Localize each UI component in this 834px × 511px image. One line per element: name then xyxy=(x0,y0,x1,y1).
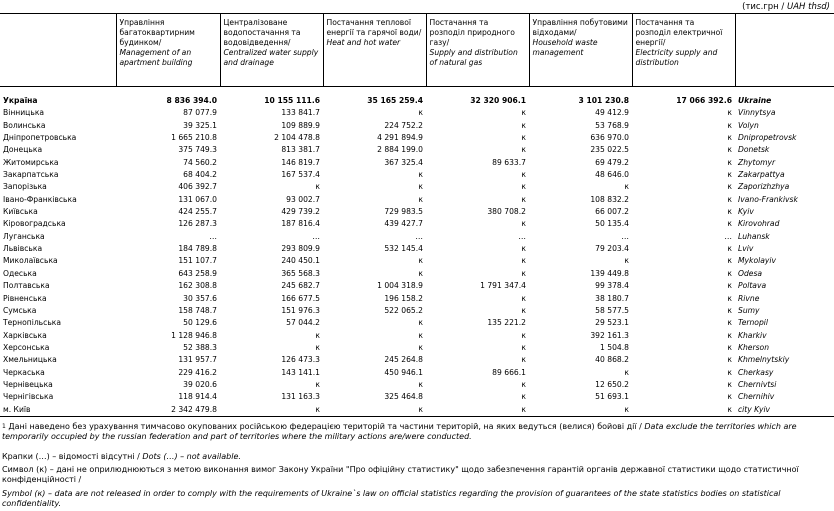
table-row xyxy=(0,157,834,169)
region-name-en: Kirovohrad xyxy=(738,219,780,229)
cell-value: 429 739.2 xyxy=(281,207,320,217)
cell-value: 166 677.5 xyxy=(281,293,320,303)
cell-value: 12 650.2 xyxy=(595,379,629,389)
region-name: Донецька xyxy=(3,145,43,155)
cell-value: 187 816.4 xyxy=(281,219,320,229)
cell-value: к xyxy=(521,182,526,192)
cell-value: 50 129.6 xyxy=(183,318,217,328)
cell-value: 57 044.2 xyxy=(286,318,320,328)
cell-value: 126 287.3 xyxy=(178,219,217,229)
cell-value: 68 404.2 xyxy=(183,170,217,180)
cell-value: к xyxy=(315,330,320,340)
cell-value: 126 473.3 xyxy=(281,355,320,365)
region-name-en: Khmelnytskiy xyxy=(738,355,790,365)
footnote-1-ua: Дані наведено без урахування тимчасово окупованих російською федерацією територій та частини територій, на яких ведуться (велися) бойові дії / xyxy=(8,422,642,431)
cell-value: 424 255.7 xyxy=(178,207,217,217)
unit-label xyxy=(742,2,830,12)
cell-value: к xyxy=(624,256,629,266)
table-row xyxy=(0,231,834,243)
region-name: Кіровоградська xyxy=(3,219,66,229)
region-name: Хмельницька xyxy=(3,355,57,365)
cell-value: к xyxy=(521,244,526,254)
cell-value: к xyxy=(632,404,735,417)
cell-value: 235 022.5 xyxy=(590,145,629,155)
cell-value: 245 264.8 xyxy=(384,355,423,365)
cell-value: 131 067.0 xyxy=(178,194,217,204)
region-name: Львівська xyxy=(3,244,43,254)
region-name: Чернігівська xyxy=(3,392,54,402)
region-name: Сумська xyxy=(3,305,37,315)
cell-value: … xyxy=(518,231,526,241)
cell-value: к xyxy=(727,120,732,130)
footnote-marker: 1 xyxy=(2,423,6,430)
region-name-en: Kharkiv xyxy=(738,330,767,340)
region-name-en: Kyiv xyxy=(738,207,754,217)
cell-value: 151 976.3 xyxy=(281,305,320,315)
cell-value: 1 128 946.8 xyxy=(171,330,217,340)
cell-value: к xyxy=(727,194,732,204)
region-name: Тернопільська xyxy=(3,318,62,328)
table-row xyxy=(0,169,834,181)
cell-value: к xyxy=(727,379,732,389)
region-name: Волинська xyxy=(3,120,46,130)
cell-value: к xyxy=(521,342,526,352)
region-name-en: Dnipropetrovsk xyxy=(738,133,797,143)
region-name-en: Donetsk xyxy=(738,145,770,155)
unit-ua: (тис.грн / xyxy=(742,2,785,12)
table-row xyxy=(0,305,834,317)
cell-value: 51 693.1 xyxy=(595,392,629,402)
cell-value: к xyxy=(624,367,629,377)
table-row-total xyxy=(0,95,834,107)
cell-value: 93 002.7 xyxy=(286,194,320,204)
region-name-en: Lviv xyxy=(738,244,754,254)
table-row xyxy=(0,181,834,193)
cell-value: 158 748.7 xyxy=(178,305,217,315)
cell-value: к xyxy=(418,330,423,340)
cell-value: к xyxy=(426,404,529,417)
region-name: Вінницька xyxy=(3,108,45,118)
region-name: Харківська xyxy=(3,330,47,340)
table-row xyxy=(0,206,834,218)
region-name: Київська xyxy=(3,207,38,217)
header-col-6: Постачання та розподіл електричної енергії/ Electricity supply and distribution xyxy=(632,14,735,87)
table-row xyxy=(0,280,834,292)
cell-value: к xyxy=(727,342,732,352)
cell-value: к xyxy=(727,207,732,217)
cell-value: к xyxy=(521,305,526,315)
table-row xyxy=(0,132,834,144)
cell-value: 392 161.3 xyxy=(590,330,629,340)
cell-value: … xyxy=(724,231,732,241)
cell-value: к xyxy=(727,268,732,278)
region-name: Луганська xyxy=(3,231,45,241)
cell-value: к xyxy=(220,404,323,417)
cell-value: 184 789.8 xyxy=(178,244,217,254)
table-row xyxy=(0,120,834,132)
cell-value: 8 836 394.0 xyxy=(166,96,217,105)
cell-value: к xyxy=(418,342,423,352)
region-name-en: Ternopil xyxy=(738,318,768,328)
cell-value: к xyxy=(521,268,526,278)
cell-value: … xyxy=(209,231,217,241)
region-name-en: Ivano-Frankivsk xyxy=(738,194,798,204)
cell-value: к xyxy=(727,281,732,291)
region-name-en: Ukraine xyxy=(738,96,772,105)
cell-value: 133 841.7 xyxy=(281,108,320,118)
cell-value: к xyxy=(418,170,423,180)
cell-value: 89 633.7 xyxy=(492,157,526,167)
cell-value: 38 180.7 xyxy=(595,293,629,303)
cell-value: 58 577.5 xyxy=(595,305,629,315)
cell-value: 50 135.4 xyxy=(595,219,629,229)
footnote-1 xyxy=(2,422,832,442)
table-row xyxy=(0,107,834,119)
cell-value: 49 412.9 xyxy=(595,108,629,118)
cell-value: 139 449.8 xyxy=(590,268,629,278)
cell-value: к xyxy=(521,392,526,402)
cell-value: к xyxy=(315,182,320,192)
region-name-en: Rivne xyxy=(738,293,760,303)
cell-value: 10 155 111.6 xyxy=(264,96,320,105)
cell-value: к xyxy=(624,182,629,192)
table-row xyxy=(0,268,834,280)
cell-value: 2 342 479.8 xyxy=(116,404,220,417)
cell-value: 17 066 392.6 xyxy=(676,96,732,105)
region-name-en: Mykolayiv xyxy=(738,256,776,266)
cell-value: 1 504.8 xyxy=(600,342,629,352)
cell-value: к xyxy=(529,404,632,417)
cell-value: 293 809.9 xyxy=(281,244,320,254)
footnote-1-en: Data exclude the territories which are temporarily occupied by the russian federation and part of territories where the military actions are/were conducted. xyxy=(2,422,797,441)
table-row xyxy=(0,255,834,267)
cell-value: к xyxy=(521,133,526,143)
cell-value: 406 392.7 xyxy=(178,182,217,192)
cell-value: 196 158.2 xyxy=(384,293,423,303)
cell-value: … xyxy=(312,231,320,241)
region-name-en: Kherson xyxy=(738,342,770,352)
cell-value: 40 868.2 xyxy=(595,355,629,365)
cell-value: 450 946.1 xyxy=(384,367,423,377)
cell-value: 69 479.2 xyxy=(595,157,629,167)
cell-value: 143 141.1 xyxy=(281,367,320,377)
footnote-symbol-en: Symbol (к) – data are not released in order to comply with the requirements of Ukraine`s law on official statistics regarding the provision of guarantees of the state statistics bodies on statistical confidentiality. xyxy=(2,489,781,508)
cell-value: 108 832.2 xyxy=(590,194,629,204)
cell-value: к xyxy=(727,157,732,167)
cell-value: 52 388.3 xyxy=(183,342,217,352)
cell-value: 39 325.1 xyxy=(183,120,217,130)
cell-value: к xyxy=(727,318,732,328)
cell-value: к xyxy=(418,268,423,278)
region-name: Житомирська xyxy=(3,157,59,167)
cell-value: 99 378.4 xyxy=(595,281,629,291)
cell-value: 245 682.7 xyxy=(281,281,320,291)
cell-value: к xyxy=(727,330,732,340)
region-name: Миколаївська xyxy=(3,256,58,266)
cell-value: 79 203.4 xyxy=(595,244,629,254)
cell-value: к xyxy=(521,170,526,180)
cell-value: 1 665 210.8 xyxy=(171,133,217,143)
cell-value: 32 320 906.1 xyxy=(470,96,526,105)
table-header-row xyxy=(0,14,834,87)
table-row xyxy=(0,404,834,417)
header-col-2: Централізоване водопостачання та водовідведення/ Centralized water supply and drainage xyxy=(220,14,323,87)
cell-value: к xyxy=(521,120,526,130)
cell-value: к xyxy=(727,108,732,118)
region-name: Херсонська xyxy=(3,342,50,352)
cell-value: 131 957.7 xyxy=(178,355,217,365)
cell-value: 118 914.4 xyxy=(178,392,217,402)
cell-value: 643 258.9 xyxy=(178,268,217,278)
cell-value: к xyxy=(418,182,423,192)
table-row xyxy=(0,144,834,156)
cell-value: к xyxy=(418,194,423,204)
statistics-table xyxy=(0,13,834,417)
region-name-en: Chernivtsi xyxy=(738,379,777,389)
cell-value: к xyxy=(315,342,320,352)
cell-value: к xyxy=(323,404,426,417)
cell-value: к xyxy=(521,219,526,229)
header-region-en xyxy=(735,14,834,87)
cell-value: к xyxy=(418,108,423,118)
cell-value: 151 107.7 xyxy=(178,256,217,266)
cell-value: 146 819.7 xyxy=(281,157,320,167)
region-name-en: Sumy xyxy=(738,305,760,315)
cell-value: к xyxy=(727,219,732,229)
cell-value: к xyxy=(727,256,732,266)
cell-value: к xyxy=(727,305,732,315)
region-name-en: Chernihiv xyxy=(738,392,775,402)
cell-value: 532 145.4 xyxy=(384,244,423,254)
cell-value: к xyxy=(727,145,732,155)
cell-value: 131 163.3 xyxy=(281,392,320,402)
region-name: Чернівецька xyxy=(3,379,53,389)
region-name: м. Київ xyxy=(0,404,116,417)
cell-value: к xyxy=(521,293,526,303)
cell-value: к xyxy=(727,355,732,365)
region-name-en: Poltava xyxy=(738,281,767,291)
table-row xyxy=(0,218,834,230)
cell-value: к xyxy=(418,379,423,389)
cell-value: к xyxy=(727,244,732,254)
header-col-3: Постачання теплової енергії та гарячої води/ Heat and hot water xyxy=(323,14,426,87)
region-name: Дніпропетровська xyxy=(3,133,77,143)
cell-value: … xyxy=(415,231,423,241)
cell-value: 439 427.7 xyxy=(384,219,423,229)
cell-value: 2 104 478.8 xyxy=(274,133,320,143)
cell-value: 522 065.2 xyxy=(384,305,423,315)
cell-value: 4 291 894.9 xyxy=(377,133,423,143)
cell-value: 89 666.1 xyxy=(492,367,526,377)
table-row xyxy=(0,367,834,379)
region-name-en: Volyn xyxy=(738,120,759,130)
table-row xyxy=(0,194,834,206)
cell-value: 1 791 347.4 xyxy=(480,281,526,291)
cell-value: 367 325.4 xyxy=(384,157,423,167)
region-name: Запорізька xyxy=(3,182,47,192)
cell-value: к xyxy=(418,256,423,266)
cell-value: 167 537.4 xyxy=(281,170,320,180)
header-region xyxy=(0,14,116,87)
cell-value: 162 308.8 xyxy=(178,281,217,291)
header-col-5: Управління побутовими відходами/ Household waste management xyxy=(529,14,632,87)
header-col-1: Управління багатоквартирним будинком/ Management of an apartment building xyxy=(116,14,220,87)
cell-value: 729 983.5 xyxy=(384,207,423,217)
region-name-en: Odesa xyxy=(738,268,763,278)
cell-value: 2 884 199.0 xyxy=(377,145,423,155)
region-name: Рівненська xyxy=(3,293,47,303)
cell-value: к xyxy=(727,133,732,143)
table-row xyxy=(0,243,834,255)
table-row xyxy=(0,391,834,403)
footnote-dots-en: Dots (…) – not available. xyxy=(142,452,241,461)
header-col-4: Постачання та розподіл природного газу/ Supply and distribution of natural gas xyxy=(426,14,529,87)
cell-value: 53 768.9 xyxy=(595,120,629,130)
cell-value: 3 101 230.8 xyxy=(578,96,629,105)
region-name: Одеська xyxy=(3,268,37,278)
region-name: Закарпатська xyxy=(3,170,59,180)
cell-value: 325 464.8 xyxy=(384,392,423,402)
footnote-dots-ua: Крапки (…) – відомості відсутні / xyxy=(2,452,140,461)
cell-value: к xyxy=(521,355,526,365)
cell-value: 229 416.2 xyxy=(178,367,217,377)
table-row xyxy=(0,293,834,305)
cell-value: 135 221.2 xyxy=(487,318,526,328)
table-row xyxy=(0,342,834,354)
cell-value: 74 560.2 xyxy=(183,157,217,167)
region-name: Черкаська xyxy=(3,367,45,377)
cell-value: к xyxy=(521,330,526,340)
cell-value: 87 077.9 xyxy=(183,108,217,118)
unit-en: UAH thsd) xyxy=(787,2,830,12)
region-name: Україна xyxy=(3,96,38,105)
table-row xyxy=(0,354,834,366)
table-row xyxy=(0,317,834,329)
cell-value: к xyxy=(521,379,526,389)
region-name-en: Zakarpattya xyxy=(738,170,785,180)
region-name: Івано-Франківська xyxy=(3,194,77,204)
cell-value: к xyxy=(315,379,320,389)
cell-value: к xyxy=(727,182,732,192)
cell-value: к xyxy=(521,108,526,118)
cell-value: к xyxy=(521,145,526,155)
table-row xyxy=(0,379,834,391)
region-name-en: Zaporizhzhya xyxy=(738,182,790,192)
region-name-en: Zhytomyr xyxy=(738,157,776,167)
cell-value: 29 523.1 xyxy=(595,318,629,328)
cell-value: к xyxy=(727,367,732,377)
cell-value: 813 381.7 xyxy=(281,145,320,155)
cell-value: к xyxy=(727,293,732,303)
region-name-en: Vinnytsya xyxy=(738,108,776,118)
cell-value: к xyxy=(521,256,526,266)
cell-value: к xyxy=(727,170,732,180)
cell-value: 109 889.9 xyxy=(281,120,320,130)
cell-value: к xyxy=(418,318,423,328)
cell-value: 380 708.2 xyxy=(487,207,526,217)
cell-value: … xyxy=(621,231,629,241)
cell-value: 375 749.3 xyxy=(178,145,217,155)
cell-value: 48 646.0 xyxy=(595,170,629,180)
cell-value: 66 007.2 xyxy=(595,207,629,217)
region-name: Полтавська xyxy=(3,281,50,291)
cell-value: 224 752.2 xyxy=(384,120,423,130)
cell-value: 365 568.3 xyxy=(281,268,320,278)
cell-value: 35 165 259.4 xyxy=(367,96,423,105)
region-name-en: Cherkasy xyxy=(738,367,774,377)
cell-value: 636 970.0 xyxy=(590,133,629,143)
cell-value: 1 004 318.9 xyxy=(377,281,423,291)
region-name-en: Luhansk xyxy=(738,231,770,241)
footnote-symbol-ua: Символ (к) – дані не оприлюднюються з метою виконання вимог Закону України "Про офіційну статистику" щодо забезпечення гарантій органів державної статистики щодо статистичної конфіденційності / xyxy=(2,465,799,484)
region-name-en: city Kyiv xyxy=(735,404,834,417)
cell-value: к xyxy=(521,194,526,204)
cell-value: к xyxy=(727,392,732,402)
table-row xyxy=(0,330,834,342)
footnote-dots xyxy=(2,452,832,462)
cell-value: 39 020.6 xyxy=(183,379,217,389)
cell-value: 240 450.1 xyxy=(281,256,320,266)
cell-value: 30 357.6 xyxy=(183,293,217,303)
